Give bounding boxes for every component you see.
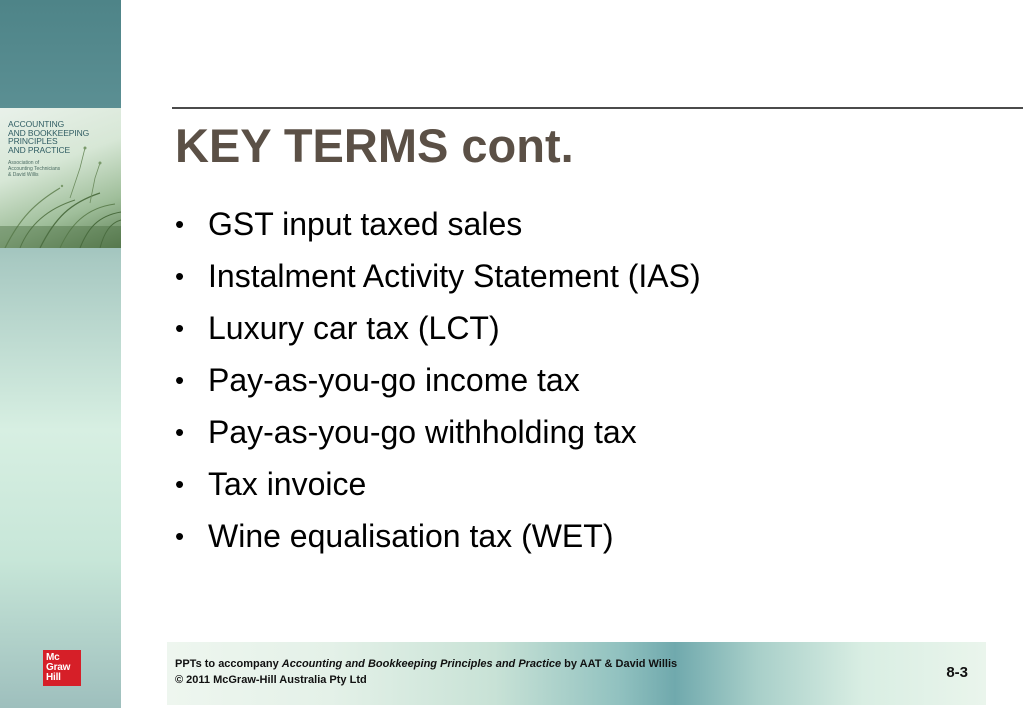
bullet-icon: •: [175, 521, 185, 551]
bullet-icon: •: [175, 313, 185, 343]
bullet-item: [172, 198, 992, 250]
bullet-text: Wine equalisation tax (WET): [208, 518, 614, 554]
bullet-item: [172, 302, 992, 354]
bullet-text: Pay-as-you-go withholding tax: [208, 414, 637, 450]
book-cover-authors: Association of Accounting Technicians & David Willis: [8, 160, 61, 178]
bullet-icon: •: [175, 261, 185, 291]
slide-footer: [167, 642, 986, 705]
bullet-list: [172, 198, 992, 562]
title-rule: [172, 107, 1023, 109]
bullet-item: [172, 354, 992, 406]
bullet-text: Luxury car tax (LCT): [208, 310, 500, 346]
bullet-item: [172, 250, 992, 302]
book-cover-title: ACCOUNTING AND BOOKKEEPING PRINCIPLES AND PRACTICE: [8, 119, 90, 155]
book-cover-image: [0, 108, 121, 248]
bullet-text: Tax invoice: [208, 466, 367, 502]
footer-accompany-line: [175, 656, 677, 672]
page-number: 8-3: [946, 664, 968, 681]
bullet-text: GST input taxed sales: [208, 206, 523, 242]
bullet-icon: •: [175, 469, 185, 499]
publisher-logo: Mc Graw Hill: [43, 650, 81, 686]
footer-copyright: © 2011 McGraw-Hill Australia Pty Ltd: [175, 674, 367, 686]
bullet-item: [172, 510, 992, 562]
bullet-icon: •: [175, 365, 185, 395]
sidebar-top-block: [0, 0, 121, 108]
footer-prefix: PPTs to accompany: [175, 658, 282, 670]
bullet-icon: •: [175, 209, 185, 239]
bullet-text: Instalment Activity Statement (IAS): [208, 258, 701, 294]
bullet-icon: •: [175, 417, 185, 447]
footer-suffix: by AAT & David Willis: [561, 658, 678, 670]
sidebar-band: [0, 0, 121, 708]
bullet-item: [172, 458, 992, 510]
slide-title: KEY TERMS cont.: [175, 119, 574, 172]
bullet-text: Pay-as-you-go income tax: [208, 362, 580, 398]
footer-credits: [175, 656, 677, 688]
footer-book-title: Accounting and Bookkeeping Principles and Practice: [281, 658, 562, 670]
bullet-item: [172, 406, 992, 458]
